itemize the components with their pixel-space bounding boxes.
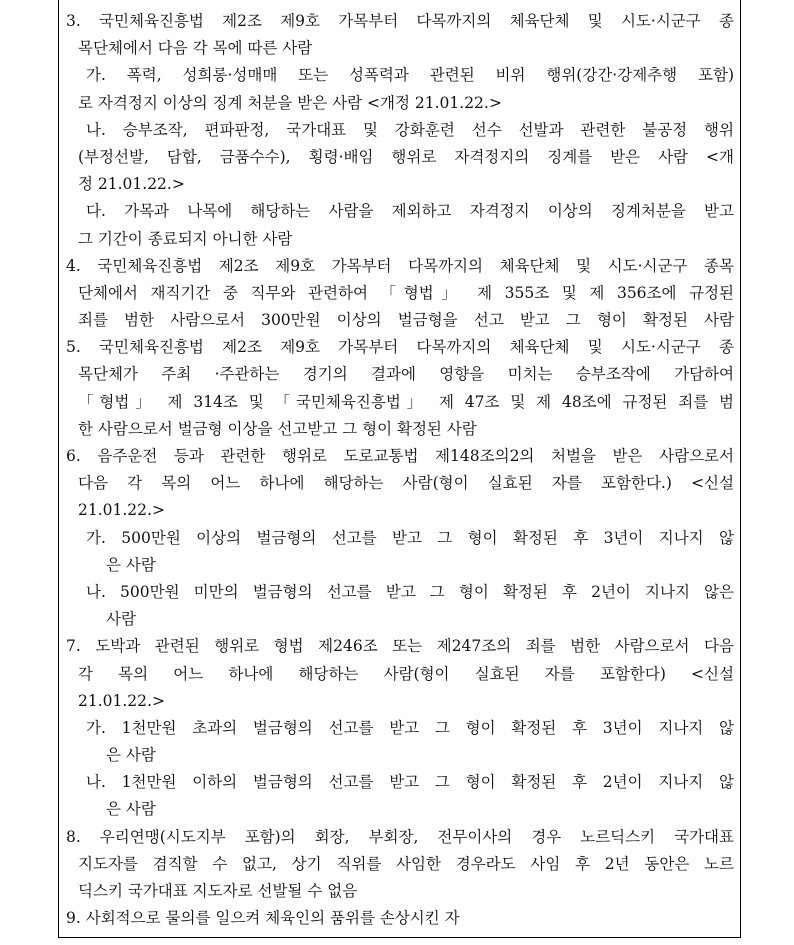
text-line: 7. 도박과 관련된 행위로 형법 제246조 또는 제247조의 죄를 범한 사람으로서 다음 — [66, 637, 734, 656]
text-line: 목단체에서 다음 각 목에 따른 사람 — [78, 39, 313, 58]
text-line: 3. 국민체육진흥법 제2조 제9호 가목부터 다목까지의 체육단체 및 시도·시군구 종 — [66, 12, 734, 30]
text-line: 은 사람 — [106, 800, 156, 819]
text-line: 한 사람으로서 벌금형 이상을 선고받고 그 형이 확정된 사람 — [78, 419, 477, 438]
text-line: 지도자를 겸직할 수 없고, 상기 직위를 사임한 경우라도 사임 후 2년 동안은 노르 — [78, 854, 734, 873]
text-line: 딕스키 국가대표 지도자로 선발될 수 없음 — [78, 882, 358, 900]
text-line: 은 사람 — [106, 555, 156, 574]
text-line: 5. 국민체육진흥법 제2조 제9호 가목부터 다목까지의 체육단체 및 시도·시군구 종 — [66, 338, 734, 357]
text-line: 사람 — [106, 610, 136, 629]
text-line: 6. 음주운전 등과 관련한 행위로 도로교통법 제148조의2의 처벌을 받은 사람으로서 — [66, 447, 734, 465]
text-line: 목단체가 주최 ·주관하는 경기의 결과에 영향을 미치는 승부조작에 가담하여 — [78, 365, 734, 384]
text-line: 가. 1천만원 초과의 벌금형의 선고를 받고 그 형이 확정된 후 3년이 지나지 않 — [86, 718, 734, 737]
document-body — [66, 8, 734, 932]
text-line: 정 21.01.22.> — [78, 175, 185, 194]
text-line: 「형법」 제 314조 및 「국민체육진흥법」 제 47조 및 제 48조에 규정된 죄를 범 — [78, 392, 734, 411]
text-line: 다음 각 목의 어느 하나에 해당하는 사람(형이 실효된 자를 포함한다.) <신설 — [78, 474, 734, 493]
text-line: 로 자격정지 이상의 징계 처분을 받은 사람 <개정 21.01.22.> — [78, 93, 502, 112]
text-line: 9. 사회적으로 물의를 일으켜 체육인의 품위를 손상시킨 자 — [66, 909, 460, 928]
text-line: 단체에서 재직기간 중 직무와 관련하여 「형법」 제 355조 및 제 356조에 규정된 — [78, 283, 734, 302]
text-line: 가. 폭력, 성희롱·성매매 또는 성폭력과 관련된 비위 행위(강간·강제추행 포함) — [86, 66, 734, 85]
text-line: 4. 국민체육진흥법 제2조 제9호 가목부터 다목까지의 체육단체 및 시도·시군구 종목 — [66, 256, 734, 275]
text-line: 은 사람 — [106, 746, 156, 765]
text-line: 나. 승부조작, 편파판정, 국가대표 및 강화훈련 선수 선발과 관련한 불공정 행위 — [86, 120, 734, 139]
text-line: (부정선발, 담합, 금품수수), 횡령·배임 행위로 자격정지의 징계를 받은 사람 <개 — [78, 147, 734, 166]
text-line: 각 목의 어느 하나에 해당하는 사람(형이 실효된 자를 포함한다) <신설 — [78, 664, 734, 683]
text-line: 그 기간이 종료되지 아니한 사람 — [78, 229, 293, 248]
text-line: 다. 가목과 나목에 해당하는 사람을 제외하고 자격정지 이상의 징계처분을 받고 — [86, 202, 734, 221]
text-line: 나. 500만원 미만의 벌금형의 선고를 받고 그 형이 확정된 후 2년이 지나지 않은 — [86, 582, 734, 601]
text-line: 나. 1천만원 이하의 벌금형의 선고를 받고 그 형이 확정된 후 2년이 지나지 않 — [86, 773, 734, 792]
text-line: 8. 우리연맹(시도지부 포함)의 회장, 부회장, 전무이사의 경우 노르딕스키 국가대표 — [66, 827, 734, 846]
text-line: 21.01.22.> — [78, 691, 165, 710]
text-line: 죄를 범한 사람으로서 300만원 이상의 벌금형을 선고 받고 그 형이 확정된 사람 — [78, 311, 734, 330]
text-line: 21.01.22.> — [78, 501, 165, 520]
text-line: 가. 500만원 이상의 벌금형의 선고를 받고 그 형이 확정된 후 3년이 지나지 않 — [86, 528, 734, 547]
